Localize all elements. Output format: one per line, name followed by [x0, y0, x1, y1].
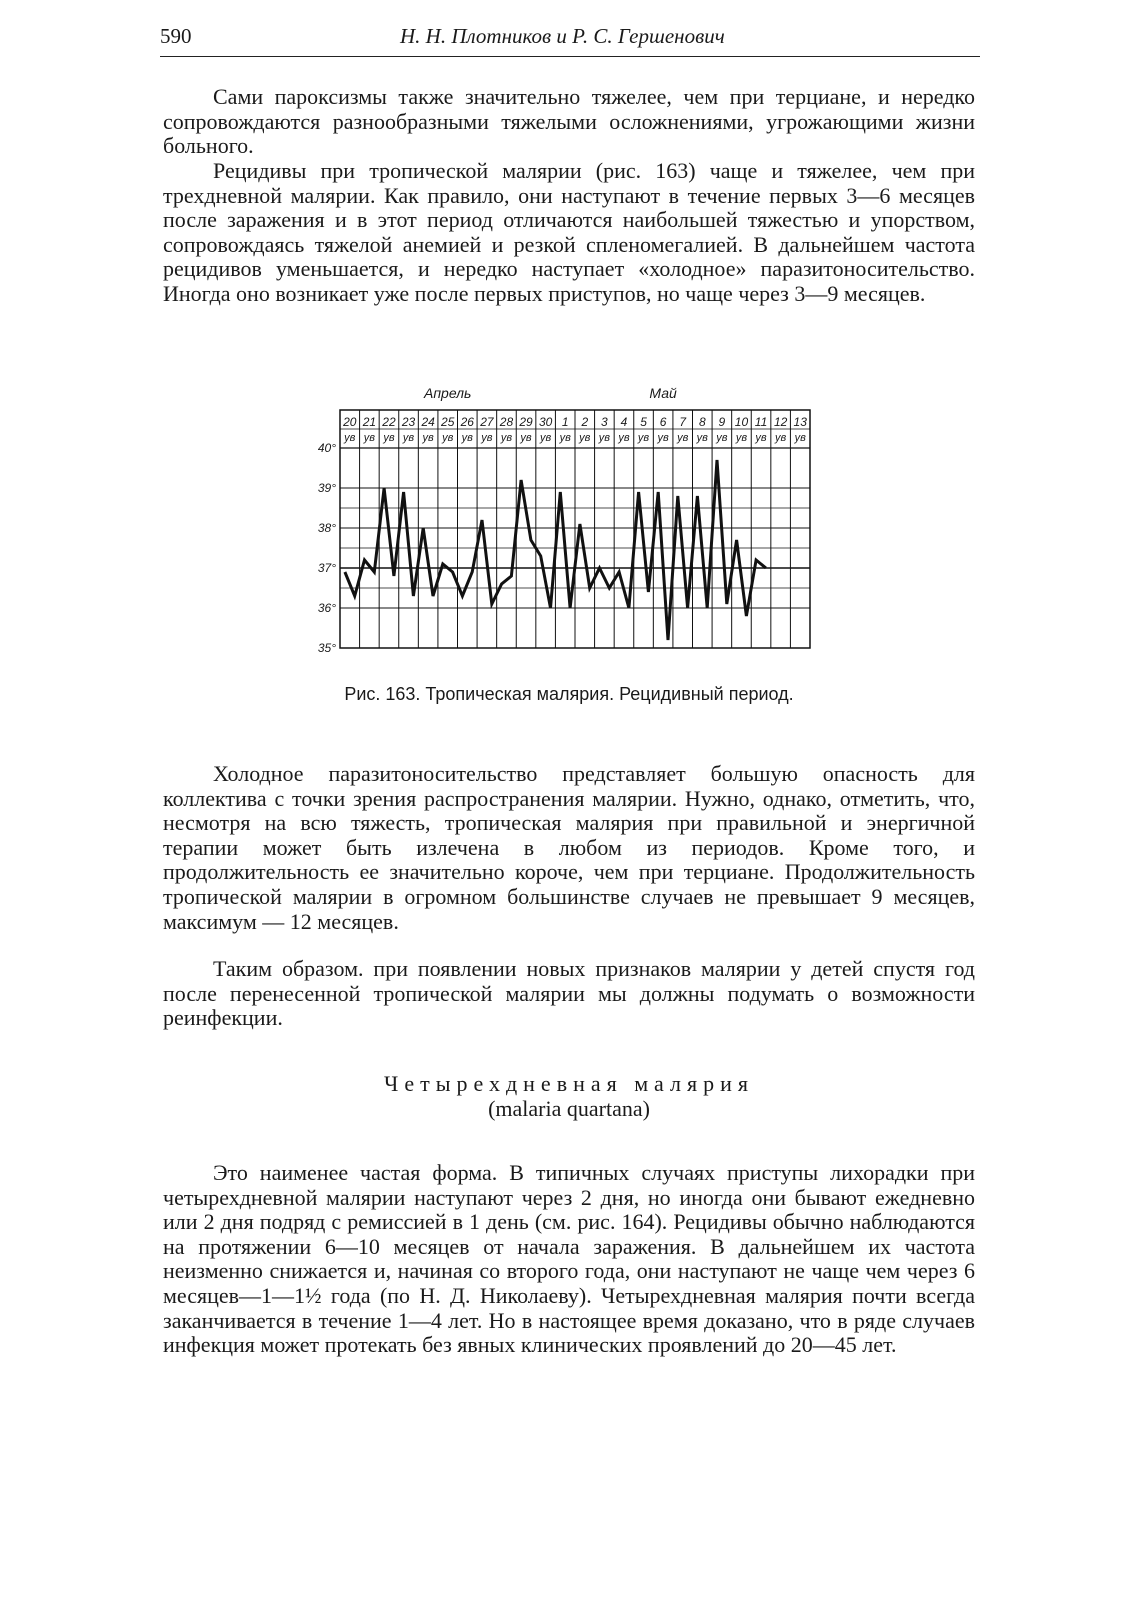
- shift-label: ув: [540, 432, 552, 444]
- paragraph: Холодное паразитоносительство представляет большую опасность для коллектива с точки зрения распространения малярии. Нужно, однако, отметить, что, несмотря на всю тяжесть, тропическая малярия при правильной и энергичной терапии может быть излечена в любом из периодов. Кроме того, и продолжительность ее значительно короче, чем при терциане. Продолжительность тропической малярии в огромном большинстве случаев не превышает 9 месяцев, максимум — 12 месяцев.: [163, 761, 975, 934]
- shift-label: ув: [481, 432, 493, 444]
- page-number: 590: [160, 24, 192, 48]
- day-label: 8: [698, 415, 706, 429]
- day-label: 20: [343, 415, 357, 429]
- day-label: 9: [718, 415, 726, 429]
- shift-label: ув: [461, 432, 473, 444]
- section-title: Четырехдневная малярия: [384, 1071, 754, 1096]
- running-title: Н. Н. Плотников и Р. С. Гершенович: [400, 24, 725, 48]
- shift-label: ув: [775, 432, 787, 444]
- shift-label: ув: [794, 432, 806, 444]
- day-label: 1: [561, 415, 569, 429]
- day-label: 13: [793, 415, 807, 429]
- y-tick-label: 37°: [317, 561, 336, 575]
- day-label: 7: [679, 415, 687, 429]
- day-label: 6: [659, 415, 667, 429]
- shift-label: ув: [755, 432, 767, 444]
- month-label: Апрель: [423, 385, 472, 401]
- day-label: 29: [519, 415, 533, 429]
- day-label: 11: [754, 415, 768, 429]
- shift-label: ув: [422, 432, 434, 444]
- y-tick-label: 36°: [317, 601, 336, 615]
- day-label: 10: [734, 415, 749, 429]
- shift-label: ув: [657, 432, 669, 444]
- temperature-chart: [300, 380, 830, 658]
- paragraph: Рецидивы при тропической малярии (рис. 163) чаще и тяжелее, чем при трехдневной малярии. Как правило, они наступают в течение первых 3—6 месяцев после заражения и в этот период отличаются наибольшей тяжестью и упорством, сопровождаясь тяжелой анемией и резкой спленомегалией. В дальнейшем частота рецидивов уменьшается, и нередко наступает «холодное» паразитоносительство. Иногда оно возникает уже после первых приступов, но чаще через 3—9 месяцев.: [163, 158, 975, 306]
- y-tick-label: 38°: [317, 521, 336, 535]
- day-label: 21: [362, 415, 377, 429]
- y-tick-label: 35°: [317, 641, 336, 655]
- shift-label: ув: [442, 432, 454, 444]
- day-label: 12: [773, 415, 788, 429]
- page-header: [160, 22, 980, 57]
- y-tick-label: 40°: [317, 441, 336, 455]
- shift-label: ув: [559, 432, 571, 444]
- day-label: 3: [601, 415, 608, 429]
- y-tick-label: 39°: [317, 481, 336, 495]
- paragraph: Таким образом. при появлении новых признаков малярии у детей спустя год после перенесенной тропической малярии мы должны подумать о возможности реинфекции.: [163, 956, 975, 1031]
- paragraph: Это наименее частая форма. В типичных случаях приступы лихорадки при четырехдневной малярии наступают через 2 дня, но иногда они бывают ежедневно или 2 дня подряд с ремиссией в 1 день (см. рис. 164). Рецидивы обычно наблюдаются на протяжении 6—10 месяцев от начала заражения. В дальнейшем их частота неизменно снижается и, начиная со второго года, они наступают не чаще чем через 6 месяцев—1—1½ года (по Н. Д. Николаеву). Четырехдневная малярия почти всегда заканчивается в течение 1—4 лет. Но в настоящее время доказано, что в ряде случаев инфекция может протекать без явных клинических проявлений до 20—45 лет.: [163, 1160, 975, 1358]
- day-label: 25: [441, 415, 455, 429]
- day-label: 27: [480, 415, 494, 429]
- section-heading: [163, 1072, 975, 1121]
- shift-label: ув: [344, 432, 356, 444]
- day-label: 30: [538, 415, 553, 429]
- day-label: 22: [382, 415, 396, 429]
- shift-label: ув: [637, 432, 650, 444]
- section-subtitle: (malaria quartana): [488, 1095, 650, 1121]
- day-label: 23: [401, 415, 416, 429]
- figure-caption: Рис. 163. Тропическая малярия. Рецидивный период.: [344, 684, 794, 704]
- shift-label: ув: [735, 432, 748, 444]
- shift-label: ув: [520, 432, 532, 444]
- shift-label: ув: [579, 432, 591, 444]
- shift-label: ув: [500, 432, 513, 444]
- day-label: 24: [421, 415, 435, 429]
- month-label: Май: [649, 385, 677, 401]
- shift-label: ув: [363, 432, 375, 444]
- day-label: 28: [499, 415, 514, 429]
- shift-label: ув: [677, 432, 689, 444]
- day-label: 26: [460, 415, 474, 429]
- shift-label: ув: [716, 432, 728, 444]
- day-label: 5: [640, 415, 647, 429]
- shift-label: ув: [598, 432, 610, 444]
- paragraph: Сами пароксизмы также значительно тяжелее, чем при терциане, и нередко сопровождаются разнообразными тяжелыми осложнениями, угрожающими жизни больного.: [163, 84, 975, 159]
- shift-label: ув: [402, 432, 415, 444]
- day-label: 2: [581, 415, 589, 429]
- shift-label: ув: [618, 432, 630, 444]
- day-label: 4: [620, 415, 628, 429]
- shift-label: ув: [696, 432, 708, 444]
- shift-label: ув: [383, 432, 395, 444]
